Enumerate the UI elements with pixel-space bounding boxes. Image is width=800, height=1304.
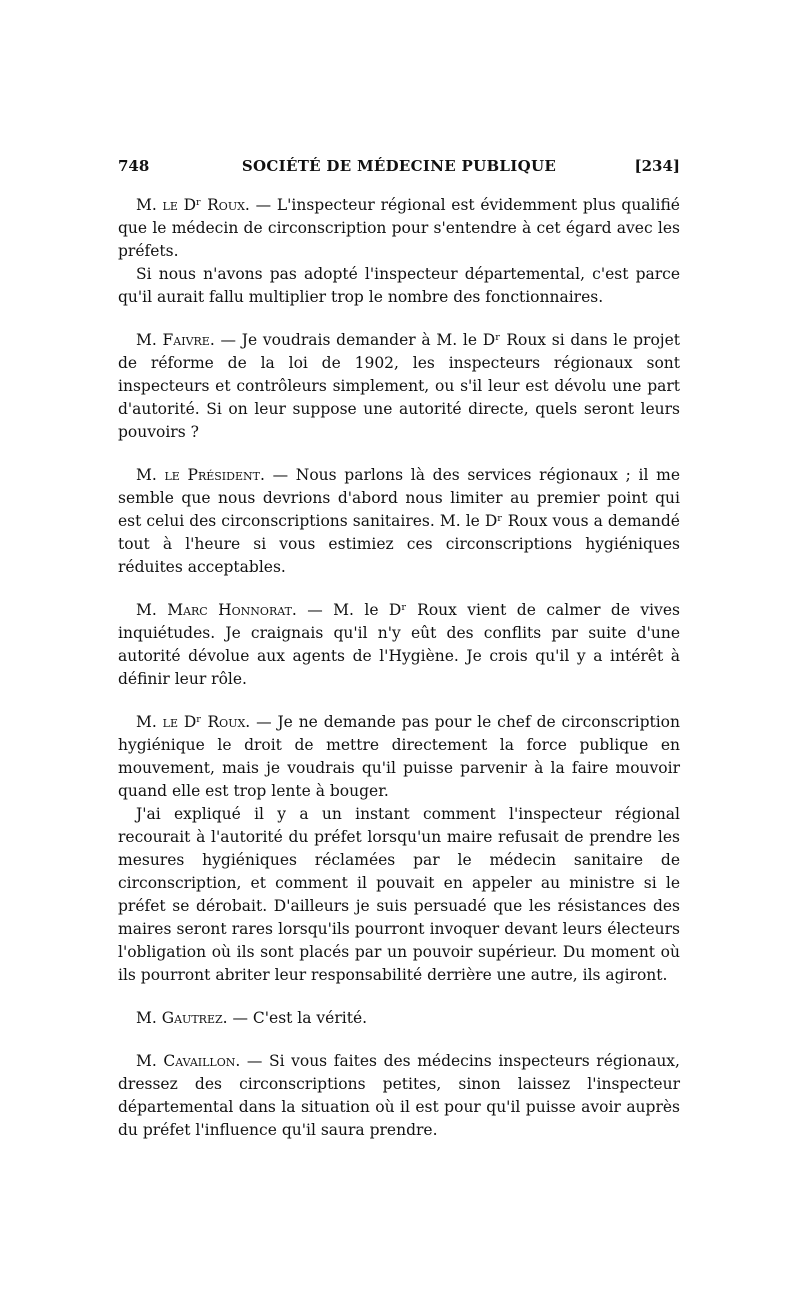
paragraph — [118, 803, 680, 987]
paragraph — [118, 1050, 680, 1142]
paragraph-text: Si nous n'avons pas adopté l'inspecteur départemental, c'est parce qu'il aurait fallu multiplier trop le nombre des fonctionnaires. — [118, 265, 680, 306]
page-reference: [234] — [634, 157, 680, 175]
running-title: SOCIÉTÉ DE MÉDECINE PUBLIQUE — [241, 157, 557, 175]
paragraph-text: — C'est la vérité. — [227, 1009, 368, 1027]
speaker-name: M. Faivre. — [136, 331, 215, 349]
paragraph — [118, 599, 680, 691]
speaker-name: M. Marc Honnorat. — [136, 601, 297, 619]
paragraph — [118, 711, 680, 803]
speaker-name: M. le Président. — [136, 466, 265, 484]
paragraph — [118, 464, 680, 579]
paragraph-text: — Si vous faites des médecins inspecteurs régionaux, dressez des circonscriptions petites, sinon laissez l'inspecteur départemental dans la situation où il est pour qu'il puisse avoir auprès du préfet l'influence qu'il saura prendre. — [118, 1052, 680, 1139]
paragraph-text: — M. le Dʳ Roux vient de calmer de vives inquiétudes. Je craignais qu'il n'y eût des conflits par suite d'une autorité dévolue aux agents de l'Hygiène. Je crois qu'il y a intérêt à définir leur rôle. — [118, 601, 681, 688]
paragraph-text: — Je ne demande pas pour le chef de circonscription hygiénique le droit de mettre directement la force publique en mouvement, mais je voudrais qu'il puisse parvenir à la faire mouvoir quand elle est trop lente à bouger. — [118, 713, 680, 800]
paragraph-text: — Nous parlons là des services régionaux ; il me semble que nous devrions d'abord nous limiter au premier point qui est celui des circonscriptions sanitaires. M. le Dʳ Roux vous a demandé tout à l'heure si vous estimiez ces circonscriptions hygiéniques réduites acceptables. — [118, 466, 680, 576]
paragraph — [118, 194, 680, 263]
paragraph — [118, 263, 680, 309]
speaker-name: M. Gautrez. — [136, 1009, 228, 1027]
speaker-name: M. Cavaillon. — [136, 1052, 241, 1070]
page-number: 748 — [118, 157, 150, 175]
speaker-name: M. le Dʳ Roux. — [136, 196, 250, 214]
paragraph-text: J'ai expliqué il y a un instant comment l'inspecteur régional recourait à l'autorité du préfet lorsqu'un maire refusait de prendre les mesures hygiéniques réclamées par le médecin sanitaire de circonscription, et comment il pouvait en appeler au ministre si le préfet se dérobait. D'ailleurs je suis persuadé que les résistances des maires seront rares lorsqu'ils pourront invoquer devant leurs électeurs l'obligation où ils sont placés par un pouvoir supérieur. Du moment où ils pourront abriter leur responsabilité derrière une autre, ils agiront. — [118, 805, 680, 984]
speaker-name: M. le Dʳ Roux. — [136, 713, 251, 731]
paragraph — [118, 329, 680, 444]
paragraph-text: — L'inspecteur régional est évidemment plus qualifié que le médecin de circonscription pour s'entendre à cet égard avec les préfets. — [118, 196, 680, 260]
running-head — [118, 157, 680, 179]
paragraph — [118, 1007, 680, 1030]
paragraph-text: — Je voudrais demander à M. le Dʳ Roux si dans le projet de réforme de la loi de 1902, les inspecteurs régionaux sont inspecteurs et contrôleurs simplement, ou s'il leur est dévolu une part d'autorité. Si on leur suppose une autorité directe, quels seront leurs pouvoirs ? — [118, 331, 680, 441]
document-body — [118, 194, 680, 1142]
